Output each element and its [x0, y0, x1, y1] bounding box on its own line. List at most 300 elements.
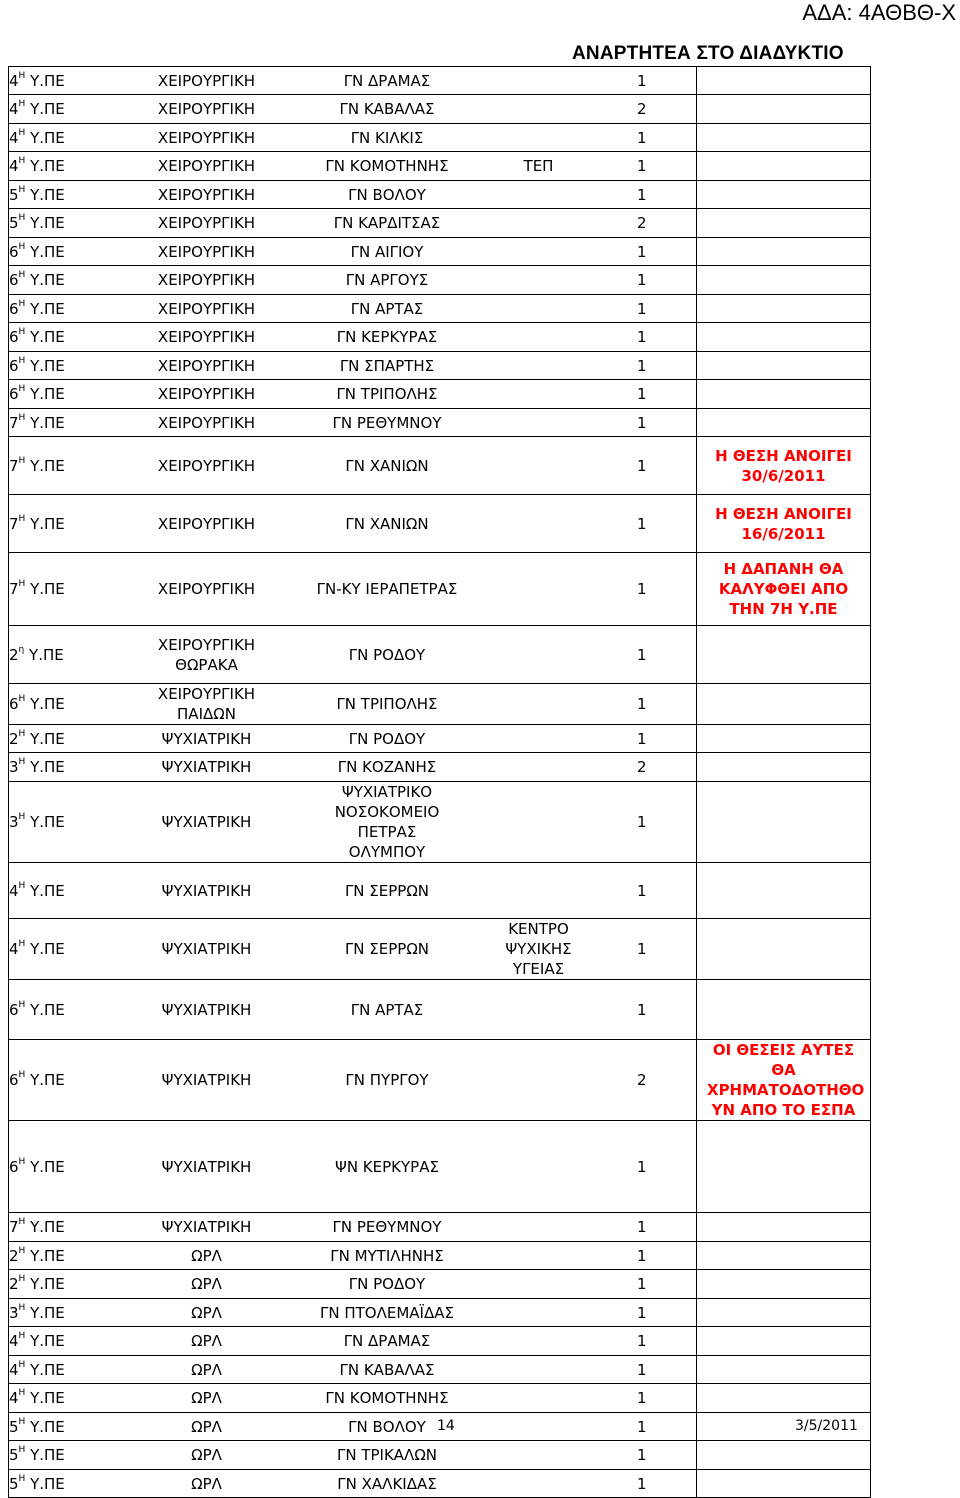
region-ordinal: Η — [18, 70, 26, 81]
table-row — [9, 380, 871, 409]
hospital-cell: ΓΝ ΧΑΝΙΩΝ — [285, 437, 490, 495]
unit-cell — [490, 380, 588, 409]
table-row — [9, 209, 871, 238]
unit-cell — [490, 1242, 588, 1270]
region-number: 3 — [9, 758, 19, 776]
note-cell — [697, 1384, 871, 1413]
hospital-cell: ΓΝ ΡΟΔΟΥ — [285, 725, 490, 753]
positions-table-body — [9, 67, 871, 1498]
unit-cell — [490, 1441, 588, 1470]
hospital-cell: ΓΝ ΧΑΛΚΙΔΑΣ — [285, 1470, 490, 1498]
region-ordinal: Η — [18, 1302, 26, 1313]
unit-cell — [490, 684, 588, 725]
unit-cell — [490, 1299, 588, 1327]
positions-cell: 1 — [588, 1327, 697, 1356]
specialty-cell: ΨΥΧΙΑΤΡΙΚΗ — [129, 863, 285, 919]
hospital-cell: ΓΝ ΚΟΜΟΤΗΝΗΣ — [285, 152, 490, 181]
region-cell — [9, 1413, 129, 1441]
region-ordinal: Η — [18, 694, 26, 704]
region-cell — [9, 380, 129, 409]
note-cell — [697, 753, 871, 782]
hospital-cell: ΓΝ ΜΥΤΙΛΗΝΗΣ — [285, 1242, 490, 1270]
ada-code: ΑΔΑ: 4ΑΘΒΘ-Χ — [802, 0, 956, 25]
table-row — [9, 980, 871, 1040]
positions-cell: 2 — [588, 753, 697, 782]
hospital-cell: ΨΝ ΚΕΡΚΥΡΑΣ — [285, 1121, 490, 1213]
region-number: 6 — [9, 242, 19, 261]
region-ordinal: Η — [18, 213, 26, 223]
region-label: Υ.ΠΕ — [25, 328, 65, 346]
publish-notice: ΑΝΑΡΤΗΤΕΑ ΣΤΟ ΔΙΑΔΥΚΤΙΟ — [572, 43, 844, 64]
region-number: 6 — [9, 1157, 19, 1176]
unit-cell — [490, 295, 588, 323]
positions-cell: 2 — [588, 209, 697, 238]
region-label: Υ.ΠΕ — [25, 758, 65, 776]
positions-cell: 2 — [588, 95, 697, 124]
region-label: Υ.ΠΕ — [25, 881, 65, 900]
region-number: 5 — [9, 1474, 19, 1493]
region-ordinal: Η — [18, 880, 26, 891]
table-row — [9, 1470, 871, 1498]
positions-cell: 1 — [588, 1242, 697, 1270]
hospital-cell: ΓΝ ΑΙΓΙΟΥ — [285, 238, 490, 266]
unit-cell — [490, 95, 588, 124]
unit-cell — [490, 1356, 588, 1384]
table-row — [9, 1384, 871, 1413]
region-label: Υ.ΠΕ — [25, 413, 65, 432]
positions-cell: 1 — [588, 1413, 697, 1441]
region-label: Υ.ΠΕ — [25, 299, 65, 318]
table-row — [9, 238, 871, 266]
region-label: Υ.ΠΕ — [25, 695, 65, 713]
specialty-cell: ΧΕΙΡΟΥΡΓΙΚΗ — [129, 380, 285, 409]
region-number: 7 — [9, 1218, 19, 1236]
note-cell — [697, 209, 871, 238]
region-number: 6 — [9, 1000, 19, 1019]
region-number: 5 — [9, 185, 19, 204]
region-number: 2 — [9, 1246, 19, 1265]
note-cell — [697, 95, 871, 124]
region-ordinal: Η — [18, 757, 26, 767]
specialty-cell: ΨΥΧΙΑΤΡΙΚΗ — [129, 753, 285, 782]
region-ordinal: Η — [18, 1245, 26, 1256]
note-cell — [697, 181, 871, 209]
region-number: 3 — [9, 1303, 19, 1322]
region-cell — [9, 753, 129, 782]
region-cell — [9, 684, 129, 725]
region-label: Υ.ΠΕ — [25, 1332, 65, 1350]
unit-cell — [490, 1384, 588, 1413]
note-cell — [697, 409, 871, 437]
positions-cell: 1 — [588, 725, 697, 753]
positions-cell: 1 — [588, 553, 697, 626]
positions-cell: 1 — [588, 67, 697, 95]
region-ordinal: Η — [18, 127, 26, 138]
table-row — [9, 437, 871, 495]
table-row — [9, 266, 871, 295]
region-number: 6 — [9, 356, 19, 375]
region-ordinal: Η — [18, 327, 26, 337]
hospital-cell: ΓΝ ΤΡΙΠΟΛΗΣ — [285, 684, 490, 725]
specialty-cell: ΩΡΛ — [129, 1384, 285, 1413]
table-row — [9, 495, 871, 553]
positions-cell: 1 — [588, 863, 697, 919]
specialty-cell: ΨΥΧΙΑΤΡΙΚΗ — [129, 1121, 285, 1213]
region-ordinal: Η — [18, 1156, 26, 1167]
region-ordinal: Η — [18, 384, 26, 394]
positions-cell: 1 — [588, 1213, 697, 1242]
hospital-cell: ΓΝ ΚΟΜΟΤΗΝΗΣ — [285, 1384, 490, 1413]
region-label: Υ.ΠΕ — [25, 514, 65, 533]
hospital-cell: ΓΝ ΧΑΝΙΩΝ — [285, 495, 490, 553]
table-row — [9, 352, 871, 380]
specialty-cell: ΩΡΛ — [129, 1299, 285, 1327]
region-number: 7 — [9, 514, 19, 533]
unit-cell — [490, 409, 588, 437]
region-number: 4 — [9, 157, 19, 175]
region-ordinal: Η — [18, 513, 26, 524]
unit-cell — [490, 181, 588, 209]
specialty-cell: ΧΕΙΡΟΥΡΓΙΚΗ — [129, 352, 285, 380]
region-label: Υ.ΠΕ — [25, 940, 65, 958]
hospital-cell: ΓΝ ΠΥΡΓΟΥ — [285, 1040, 490, 1121]
specialty-cell: ΧΕΙΡΟΥΡΓΙΚΗ ΘΩΡΑΚΑ — [129, 626, 285, 684]
note-cell — [697, 1356, 871, 1384]
region-ordinal: Η — [18, 270, 26, 280]
region-label: Υ.ΠΕ — [25, 185, 65, 204]
region-cell — [9, 782, 129, 863]
unit-cell — [490, 725, 588, 753]
region-label: Υ.ΠΕ — [25, 214, 65, 232]
hospital-cell: ΓΝ ΒΟΛΟΥ — [285, 1413, 490, 1441]
table-row — [9, 1121, 871, 1213]
table-row — [9, 323, 871, 352]
positions-table — [8, 66, 871, 1498]
unit-cell — [490, 266, 588, 295]
region-cell — [9, 152, 129, 181]
region-number: 4 — [9, 128, 19, 147]
note-cell — [697, 323, 871, 352]
note-cell: Η ΔΑΠΑΝΗ ΘΑ ΚΑΛΥΦΘΕΙ ΑΠΟ ΤΗΝ 7Η Υ.ΠΕ — [697, 553, 871, 626]
note-cell — [697, 266, 871, 295]
region-cell — [9, 1242, 129, 1270]
positions-cell: 1 — [588, 980, 697, 1040]
note-cell — [697, 152, 871, 181]
table-row — [9, 684, 871, 725]
unit-cell — [490, 352, 588, 380]
region-number: 4 — [9, 1389, 19, 1407]
note-cell — [697, 1213, 871, 1242]
specialty-cell: ΧΕΙΡΟΥΡΓΙΚΗ — [129, 67, 285, 95]
region-cell — [9, 626, 129, 684]
hospital-cell: ΓΝ ΡΟΔΟΥ — [285, 1270, 490, 1299]
region-number: 4 — [9, 1360, 19, 1379]
specialty-cell: ΩΡΛ — [129, 1356, 285, 1384]
region-label: Υ.ΠΕ — [25, 1474, 65, 1493]
region-cell — [9, 919, 129, 980]
positions-cell: 1 — [588, 1441, 697, 1470]
region-label: Υ.ΠΕ — [25, 242, 65, 261]
region-cell — [9, 295, 129, 323]
note-cell — [697, 626, 871, 684]
region-label: Υ.ΠΕ — [25, 100, 65, 118]
region-label: Υ.ΠΕ — [25, 385, 65, 403]
region-ordinal: Η — [18, 728, 26, 739]
region-ordinal: Η — [18, 241, 26, 252]
region-label: Υ.ΠΕ — [25, 128, 65, 147]
note-cell — [697, 380, 871, 409]
specialty-cell: ΨΥΧΙΑΤΡΙΚΗ — [129, 725, 285, 753]
region-label: Υ.ΠΕ — [24, 645, 64, 664]
region-ordinal: Η — [18, 1070, 26, 1080]
positions-cell: 1 — [588, 1121, 697, 1213]
positions-cell: 1 — [588, 181, 697, 209]
region-ordinal: Η — [18, 579, 26, 589]
table-row — [9, 863, 871, 919]
specialty-cell: ΨΥΧΙΑΤΡΙΚΗ — [129, 919, 285, 980]
note-cell — [697, 782, 871, 863]
region-cell — [9, 1470, 129, 1498]
specialty-cell: ΧΕΙΡΟΥΡΓΙΚΗ — [129, 209, 285, 238]
unit-cell: ΤΕΠ — [490, 152, 588, 181]
unit-cell — [490, 1121, 588, 1213]
note-cell — [697, 1299, 871, 1327]
unit-cell — [490, 1327, 588, 1356]
hospital-cell: ΓΝ ΚΟΖΑΝΗΣ — [285, 753, 490, 782]
unit-cell — [490, 553, 588, 626]
table-row — [9, 1242, 871, 1270]
positions-cell: 1 — [588, 1270, 697, 1299]
region-number: 6 — [9, 385, 19, 403]
hospital-cell: ΓΝ ΚΑΒΑΛΑΣ — [285, 1356, 490, 1384]
hospital-cell: ΓΝ ΣΕΡΡΩΝ — [285, 863, 490, 919]
region-ordinal: Η — [18, 1416, 26, 1427]
region-number: 7 — [9, 580, 19, 598]
note-cell — [697, 1242, 871, 1270]
region-number: 6 — [9, 328, 19, 346]
note-cell — [697, 1270, 871, 1299]
region-ordinal: η — [18, 644, 25, 655]
region-number: 5 — [9, 1417, 19, 1436]
unit-cell — [490, 124, 588, 152]
unit-cell — [490, 753, 588, 782]
unit-cell — [490, 1470, 588, 1498]
region-cell — [9, 1299, 129, 1327]
region-label: Υ.ΠΕ — [25, 157, 65, 175]
region-cell — [9, 1213, 129, 1242]
specialty-cell: ΧΕΙΡΟΥΡΓΙΚΗ — [129, 266, 285, 295]
region-cell — [9, 209, 129, 238]
note-cell — [697, 238, 871, 266]
unit-cell — [490, 1213, 588, 1242]
unit-cell — [490, 782, 588, 863]
region-number: 7 — [9, 413, 19, 432]
table-row — [9, 1356, 871, 1384]
region-cell — [9, 67, 129, 95]
hospital-cell: ΓΝ ΔΡΑΜΑΣ — [285, 67, 490, 95]
region-cell — [9, 1270, 129, 1299]
region-number: 2 — [9, 645, 19, 664]
region-label: Υ.ΠΕ — [25, 456, 65, 475]
region-ordinal: Η — [18, 1274, 26, 1284]
region-ordinal: Η — [18, 1331, 26, 1341]
positions-cell: 1 — [588, 626, 697, 684]
region-cell — [9, 980, 129, 1040]
region-ordinal: Η — [18, 412, 26, 423]
table-row — [9, 295, 871, 323]
table-row — [9, 626, 871, 684]
specialty-cell: ΨΥΧΙΑΤΡΙΚΗ — [129, 1040, 285, 1121]
region-number: 5 — [9, 1446, 19, 1464]
unit-cell — [490, 626, 588, 684]
positions-cell: 1 — [588, 782, 697, 863]
positions-cell: 1 — [588, 266, 697, 295]
region-number: 2 — [9, 729, 19, 748]
note-cell — [697, 1441, 871, 1470]
region-label: Υ.ΠΕ — [25, 1275, 65, 1293]
hospital-cell: ΓΝ ΚΑΒΑΛΑΣ — [285, 95, 490, 124]
table-row — [9, 124, 871, 152]
region-cell — [9, 725, 129, 753]
table-row — [9, 782, 871, 863]
specialty-cell: ΧΕΙΡΟΥΡΓΙΚΗ — [129, 95, 285, 124]
region-ordinal: Η — [18, 1359, 26, 1370]
table-row — [9, 1327, 871, 1356]
note-cell — [697, 919, 871, 980]
unit-cell — [490, 863, 588, 919]
region-ordinal: Η — [18, 184, 26, 195]
positions-cell: 1 — [588, 238, 697, 266]
specialty-cell: ΩΡΛ — [129, 1242, 285, 1270]
table-row — [9, 95, 871, 124]
region-cell — [9, 323, 129, 352]
region-cell — [9, 1356, 129, 1384]
region-label: Υ.ΠΕ — [25, 1071, 65, 1089]
note-cell — [697, 352, 871, 380]
table-row — [9, 1040, 871, 1121]
specialty-cell: ΧΕΙΡΟΥΡΓΙΚΗ — [129, 124, 285, 152]
region-cell — [9, 1384, 129, 1413]
region-ordinal: Η — [18, 156, 26, 166]
hospital-cell: ΓΝ ΣΠΑΡΤΗΣ — [285, 352, 490, 380]
region-number: 5 — [9, 214, 19, 232]
note-cell: Η ΘΕΣΗ ΑΝΟΙΓΕΙ 16/6/2011 — [697, 495, 871, 553]
region-number: 4 — [9, 940, 19, 958]
region-cell — [9, 1121, 129, 1213]
region-ordinal: Η — [18, 1217, 26, 1227]
specialty-cell: ΩΡΛ — [129, 1441, 285, 1470]
hospital-cell: ΓΝ ΑΡΓΟΥΣ — [285, 266, 490, 295]
region-label: Υ.ΠΕ — [25, 813, 65, 831]
hospital-cell: ΓΝ ΑΡΤΑΣ — [285, 980, 490, 1040]
specialty-cell: ΧΕΙΡΟΥΡΓΙΚΗ — [129, 553, 285, 626]
region-cell — [9, 437, 129, 495]
table-row — [9, 409, 871, 437]
region-number: 6 — [9, 299, 19, 318]
unit-cell — [490, 67, 588, 95]
region-ordinal: Η — [18, 455, 26, 466]
positions-cell: 1 — [588, 152, 697, 181]
positions-cell: 1 — [588, 409, 697, 437]
positions-cell: 1 — [588, 124, 697, 152]
region-cell — [9, 553, 129, 626]
specialty-cell: ΧΕΙΡΟΥΡΓΙΚΗ — [129, 238, 285, 266]
region-label: Υ.ΠΕ — [25, 1000, 65, 1019]
region-cell — [9, 352, 129, 380]
positions-cell: 1 — [588, 437, 697, 495]
region-label: Υ.ΠΕ — [25, 271, 65, 289]
unit-cell — [490, 238, 588, 266]
specialty-cell: ΧΕΙΡΟΥΡΓΙΚΗ — [129, 437, 285, 495]
region-cell — [9, 863, 129, 919]
region-ordinal: Η — [18, 939, 26, 949]
hospital-cell: ΓΝ ΤΡΙΠΟΛΗΣ — [285, 380, 490, 409]
specialty-cell: ΩΡΛ — [129, 1413, 285, 1441]
region-ordinal: Η — [18, 1473, 26, 1484]
specialty-cell: ΩΡΛ — [129, 1470, 285, 1498]
positions-cell: 1 — [588, 380, 697, 409]
unit-cell — [490, 495, 588, 553]
unit-cell — [490, 323, 588, 352]
table-row — [9, 553, 871, 626]
unit-cell — [490, 1040, 588, 1121]
region-number: 6 — [9, 271, 19, 289]
note-cell — [697, 863, 871, 919]
note-cell — [697, 725, 871, 753]
region-label: Υ.ΠΕ — [25, 71, 65, 90]
region-ordinal: Η — [18, 812, 26, 822]
hospital-cell: ΓΝ ΚΙΛΚΙΣ — [285, 124, 490, 152]
region-ordinal: Η — [18, 1388, 26, 1398]
hospital-cell: ΓΝ ΡΕΘΥΜΝΟΥ — [285, 1213, 490, 1242]
hospital-cell: ΓΝ ΤΡΙΚΑΛΩΝ — [285, 1441, 490, 1470]
hospital-cell: ΓΝ ΔΡΑΜΑΣ — [285, 1327, 490, 1356]
specialty-cell: ΨΥΧΙΑΤΡΙΚΗ — [129, 1213, 285, 1242]
region-cell — [9, 1327, 129, 1356]
note-cell — [697, 295, 871, 323]
table-row — [9, 725, 871, 753]
table-row — [9, 1213, 871, 1242]
positions-cell: 2 — [588, 1040, 697, 1121]
table-row — [9, 1270, 871, 1299]
region-number: 6 — [9, 1071, 19, 1089]
unit-cell — [490, 980, 588, 1040]
table-row — [9, 1299, 871, 1327]
region-number: 3 — [9, 813, 19, 831]
positions-cell: 1 — [588, 1470, 697, 1498]
hospital-cell: ΨΥΧΙΑΤΡΙΚΟ ΝΟΣΟΚΟΜΕΙΟ ΠΕΤΡΑΣ ΟΛΥΜΠΟΥ — [285, 782, 490, 863]
note-cell — [697, 1121, 871, 1213]
region-cell — [9, 181, 129, 209]
specialty-cell: ΧΕΙΡΟΥΡΓΙΚΗ ΠΑΙΔΩΝ — [129, 684, 285, 725]
region-number: 7 — [9, 456, 19, 475]
note-cell: Η ΘΕΣΗ ΑΝΟΙΓΕΙ 30/6/2011 — [697, 437, 871, 495]
positions-cell: 1 — [588, 1299, 697, 1327]
note-cell — [697, 684, 871, 725]
positions-cell: 1 — [588, 684, 697, 725]
specialty-cell: ΩΡΛ — [129, 1327, 285, 1356]
hospital-cell: ΓΝ ΣΕΡΡΩΝ — [285, 919, 490, 980]
region-number: 4 — [9, 100, 19, 118]
hospital-cell: ΓΝ ΚΑΡΔΙΤΣΑΣ — [285, 209, 490, 238]
hospital-cell: ΓΝ ΚΕΡΚΥΡΑΣ — [285, 323, 490, 352]
specialty-cell: ΨΥΧΙΑΤΡΙΚΗ — [129, 782, 285, 863]
specialty-cell: ΧΕΙΡΟΥΡΓΙΚΗ — [129, 295, 285, 323]
table-row — [9, 67, 871, 95]
region-label: Υ.ΠΕ — [25, 729, 65, 748]
specialty-cell: ΧΕΙΡΟΥΡΓΙΚΗ — [129, 152, 285, 181]
positions-cell: 1 — [588, 1356, 697, 1384]
